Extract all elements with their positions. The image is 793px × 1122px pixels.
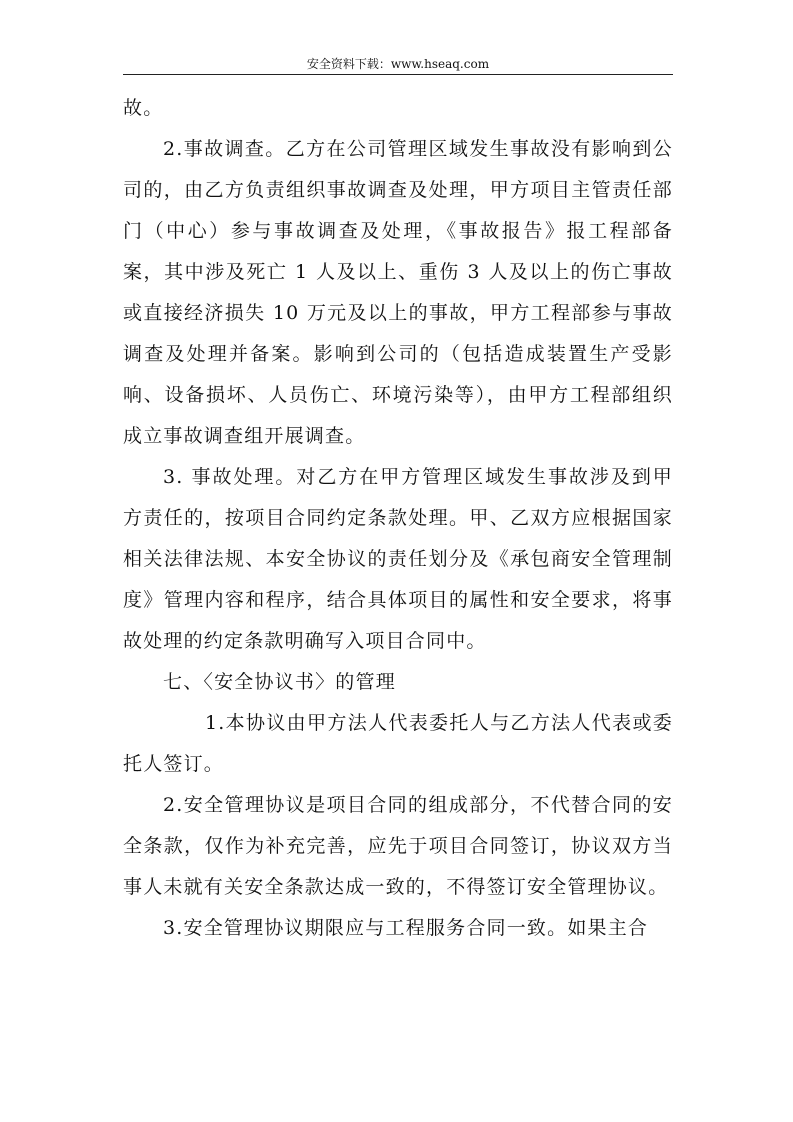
- paragraph-agreement-term: 3.安全管理协议期限应与工程服务合同一致。如果主合: [163, 917, 649, 939]
- paragraph-accident-handling: 3. 事故处理。对乙方在甲方管理区域发生事故涉及到甲方责任的，按项目合同约定条款处理。甲、乙双方应根据国家相关法律法规、本安全协议的责任划分及《承包商安全管理制度》管理内容和程序，结合具体项目的属性和安全要求，将事故处理的约定条款明确写入项目合同中。: [123, 466, 673, 652]
- section-heading-agreement-management: 七、〈安全协议书〉的管理: [163, 671, 396, 693]
- header-divider: [123, 74, 673, 75]
- paragraph-accident-investigation: 2.事故调查。乙方在公司管理区域发生事故没有影响到公司的，由乙方负责组织事故调查及处理，甲方项目主管责任部门（中心）参与事故调查及处理，《事故报告》报工程部备案，其中涉及死亡 1 人及以上、重伤 3 人及以上的伤亡事故或直接经济损失 10 万元及以上的事故，甲方工程部参与事故调查及处理并备案。影响到公司的（包括造成装置生产受影响、设备损坏、人员伤亡、环境污染等），由甲方工程部组织成立事故调查组开展调查。: [123, 138, 673, 447]
- paragraph-agreement-signing: 1.本协议由甲方法人代表委托人与乙方法人代表或委托人签订。: [123, 712, 673, 775]
- document-body: [123, 88, 673, 949]
- paragraph-continuation: 故。: [123, 97, 164, 119]
- page-header: 安全资料下载：www.hseaq.com: [306, 57, 490, 71]
- paragraph-agreement-component: 2.安全管理协议是项目合同的组成部分，不代替合同的安全条款，仅作为补充完善，应先于项目合同签订，协议双方当事人未就有关安全条款达成一致的，不得签订安全管理协议。: [123, 794, 673, 898]
